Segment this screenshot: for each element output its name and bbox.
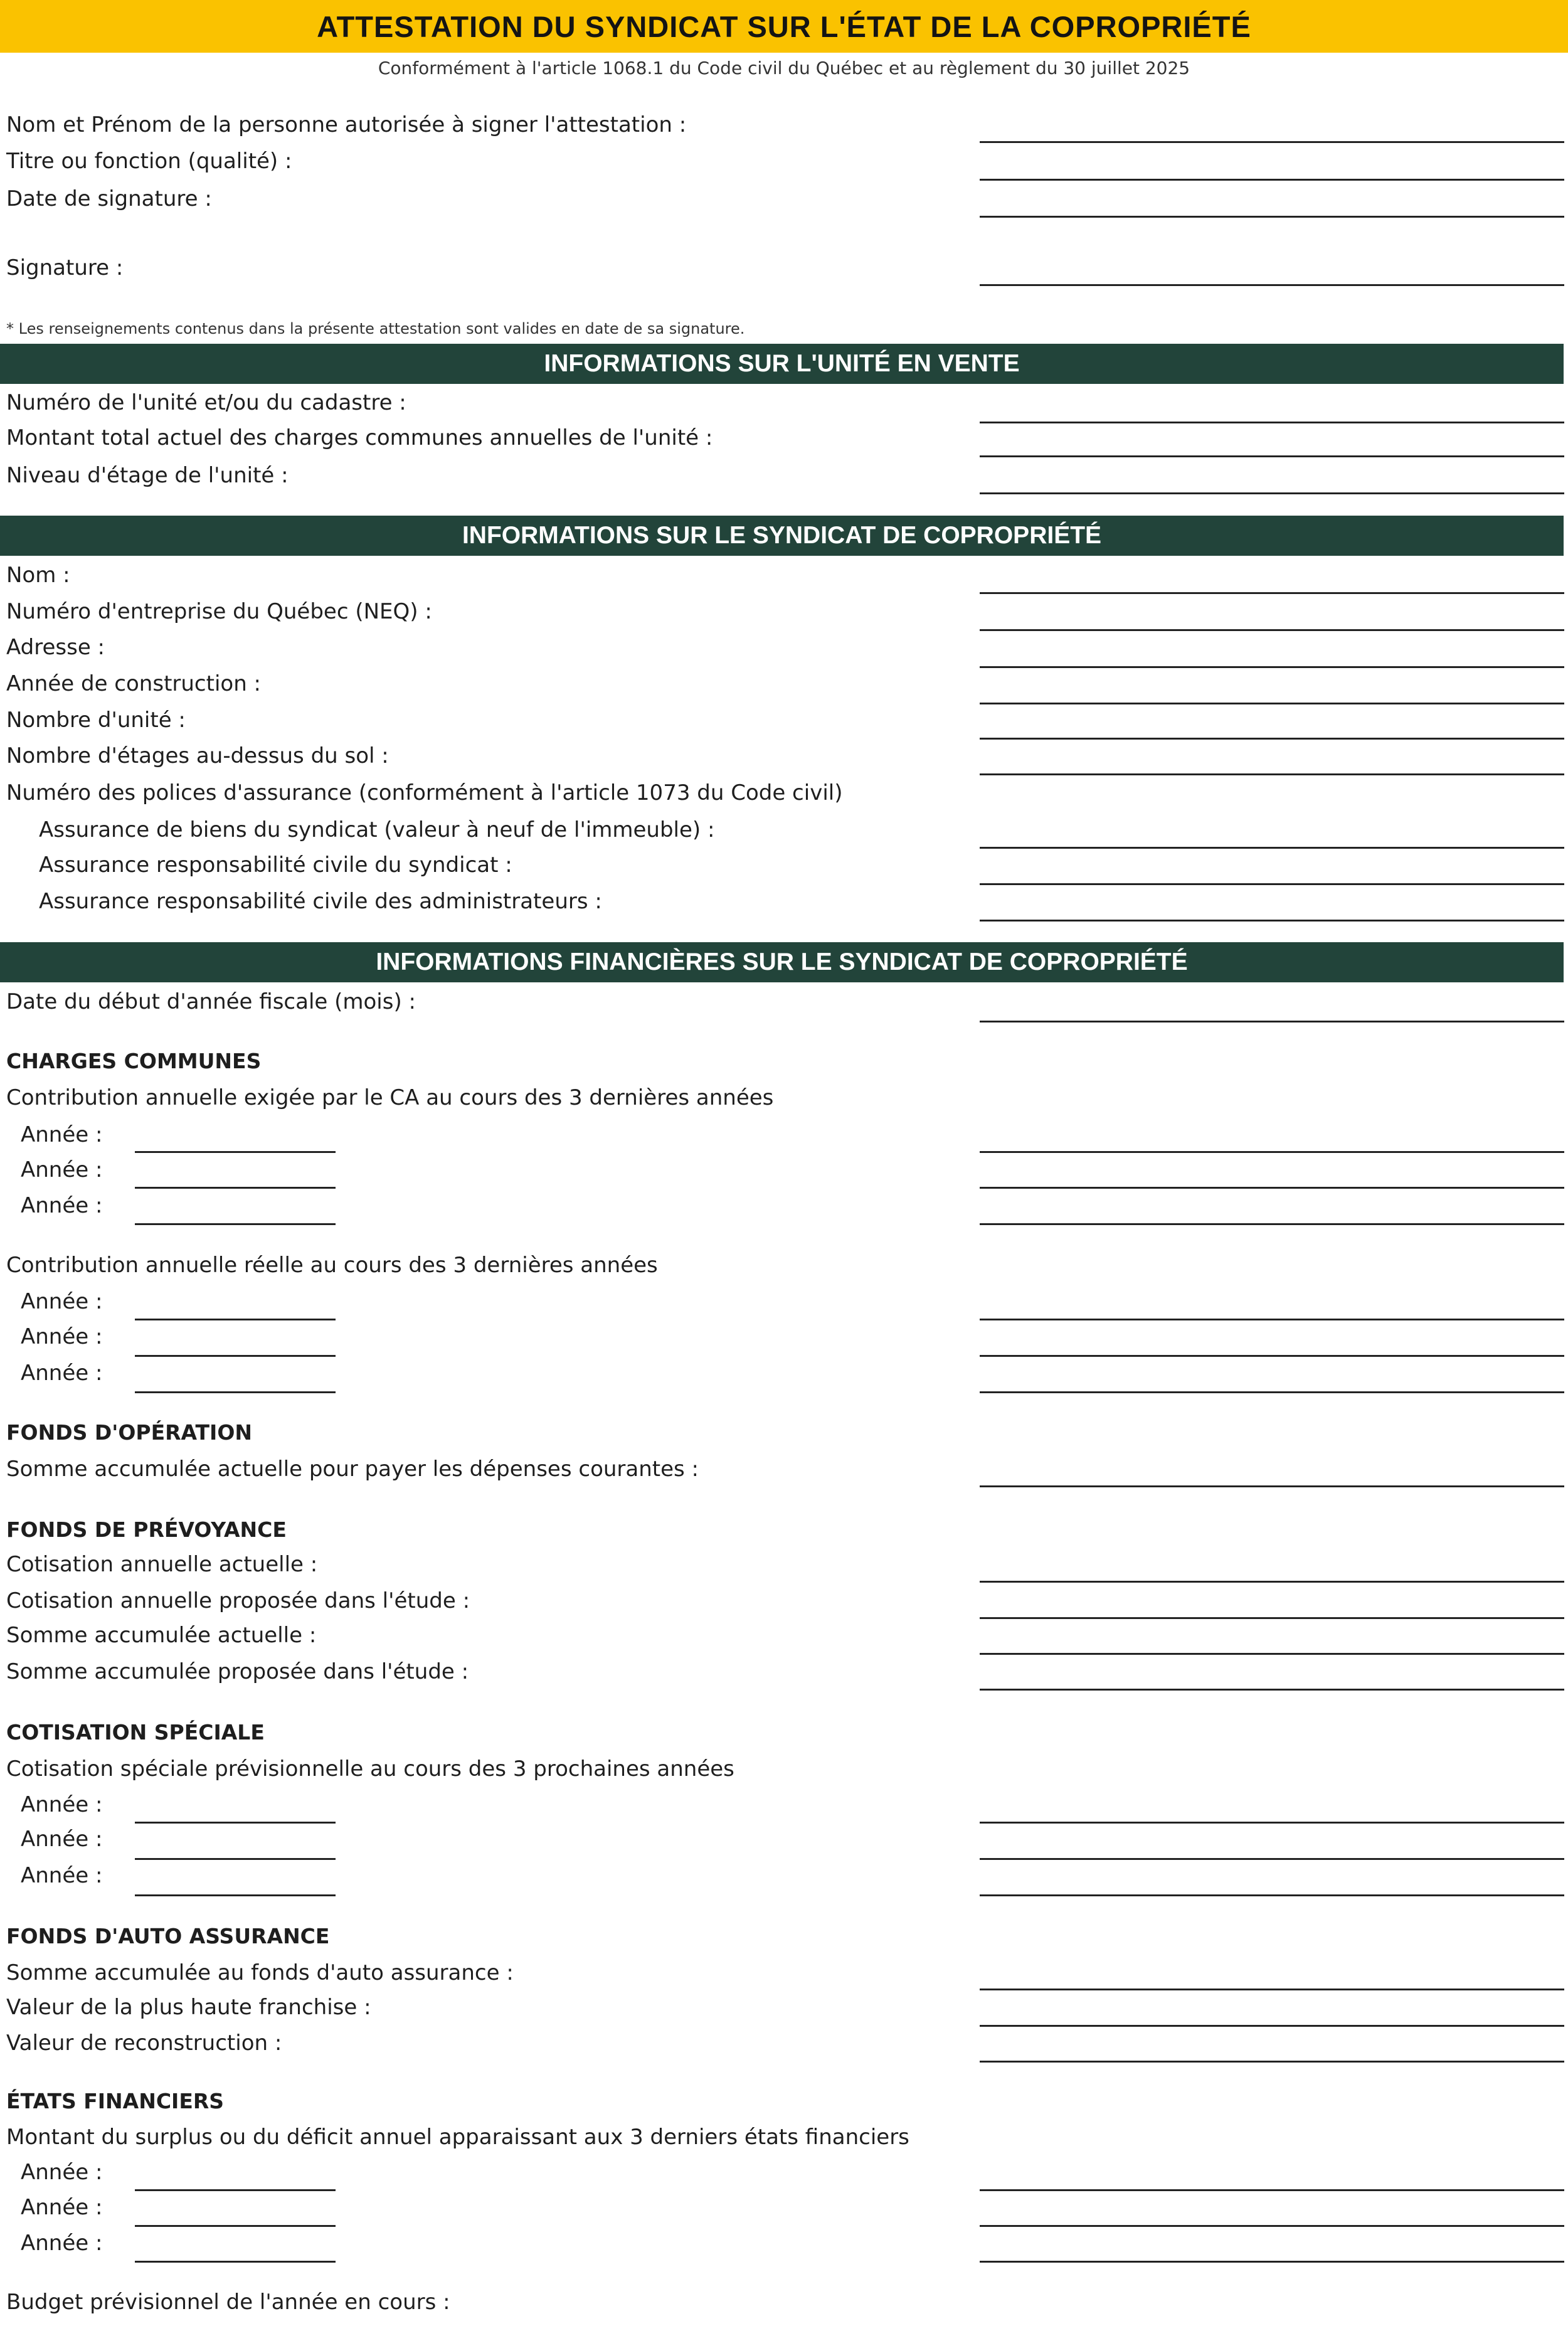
reserve-current-field[interactable] [980,1581,1564,1583]
unit-count-field[interactable] [980,738,1564,740]
document-title: ATTESTATION DU SYNDICAT SUR L'ÉTAT DE LA COPROPRIÉTÉ [317,9,1251,43]
amount-field[interactable] [980,1355,1564,1357]
amount-field[interactable] [980,1319,1564,1320]
unit-number-label: Numéro de l'unité et/ou du cadastre : [6,390,406,415]
amount-field[interactable] [980,1858,1564,1860]
reserve-proposed-field[interactable] [980,1617,1564,1619]
construction-year-field[interactable] [980,703,1564,704]
year-label: Année : [21,1193,103,1218]
financial-statements-heading: ÉTATS FINANCIERS [6,2089,225,2113]
highest-deductible-field[interactable] [980,2025,1564,2027]
signatory-title-label: Titre ou fonction (qualité) : [6,149,292,174]
financial-section-header [0,942,1564,982]
fiscal-start-field[interactable] [980,1021,1564,1022]
document-subtitle: Conformément à l'article 1068.1 du Code civil du Québec et au règlement du 30 juillet 2025 [378,57,1190,78]
amount-field[interactable] [980,2261,1564,2263]
year-label: Année : [21,1863,103,1888]
signature-date-label: Date de signature : [6,186,212,211]
operation-fund-heading: FONDS D'OPÉRATION [6,1420,252,1445]
year-label: Année : [21,1122,103,1147]
year-field[interactable] [135,1187,336,1189]
unit-floor-label: Niveau d'étage de l'unité : [6,463,289,488]
year-field[interactable] [135,2189,336,2191]
amount-field[interactable] [980,2189,1564,2191]
unit-charges-label: Montant total actuel des charges communes annuelles de l'unité : [6,425,713,450]
self-insurance-accumulated-label: Somme accumulée au fonds d'auto assurance : [6,1960,514,1985]
unit-section-title: INFORMATIONS SUR L'UNITÉ EN VENTE [544,350,1020,377]
year-field[interactable] [135,1151,336,1153]
signature-field[interactable] [980,284,1564,286]
syndicate-address-label: Adresse : [6,635,105,660]
reserve-proposed-label: Cotisation annuelle proposée dans l'étude : [6,1588,470,1613]
year-field[interactable] [135,2261,336,2263]
amount-field[interactable] [980,1894,1564,1896]
amount-field[interactable] [980,2225,1564,2227]
special-assessment-heading: COTISATION SPÉCIALE [6,1720,265,1744]
signatory-title-field[interactable] [980,179,1564,181]
year-field[interactable] [135,2225,336,2227]
current-budget-label: Budget prévisionnel de l'année en cours : [6,2290,450,2315]
operation-accumulated-label: Somme accumulée actuelle pour payer les dépenses courantes : [6,1457,699,1482]
amount-field[interactable] [980,1391,1564,1393]
civil-insurance-field[interactable] [980,883,1564,885]
floor-count-label: Nombre d'étages au-dessus du sol : [6,743,389,768]
actual-contribution-label: Contribution annuelle réelle au cours des 3 dernières années [6,1253,658,1278]
year-label: Année : [21,2160,103,2185]
unit-count-label: Nombre d'unité : [6,708,186,733]
year-label: Année : [21,2195,103,2220]
directors-insurance-label: Assurance responsabilité civile des administrateurs : [39,889,602,914]
civil-insurance-label: Assurance responsabilité civile du syndicat : [39,852,512,878]
reserve-accumulated-field[interactable] [980,1653,1564,1655]
highest-deductible-label: Valeur de la plus haute franchise : [6,1995,371,2020]
year-field[interactable] [135,1223,336,1225]
signatory-name-label: Nom et Prénom de la personne autorisée à signer l'attestation : [6,112,687,137]
reserve-current-label: Cotisation annuelle actuelle : [6,1552,318,1577]
syndicate-section-title: INFORMATIONS SUR LE SYNDICAT DE COPROPRIÉTÉ [462,522,1102,549]
reserve-fund-heading: FONDS DE PRÉVOYANCE [6,1517,287,1542]
signature-date-field[interactable] [980,216,1564,218]
year-field[interactable] [135,1822,336,1824]
unit-charges-field[interactable] [980,455,1564,457]
common-charges-heading: CHARGES COMMUNES [6,1049,262,1073]
year-label: Année : [21,1157,103,1182]
required-contribution-label: Contribution annuelle exigée par le CA au cours des 3 dernières années [6,1085,774,1110]
amount-field[interactable] [980,1151,1564,1153]
year-field[interactable] [135,1355,336,1357]
syndicate-name-field[interactable] [980,592,1564,594]
self-insurance-accumulated-field[interactable] [980,1989,1564,1990]
unit-number-field[interactable] [980,422,1564,423]
year-field[interactable] [135,1391,336,1393]
financial-section-title: INFORMATIONS FINANCIÈRES SUR LE SYNDICAT DE COPROPRIÉTÉ [376,948,1188,975]
amount-field[interactable] [980,1187,1564,1189]
syndicate-neq-label: Numéro d'entreprise du Québec (NEQ) : [6,599,432,624]
property-insurance-label: Assurance de biens du syndicat (valeur à neuf de l'immeuble) : [39,817,715,842]
property-insurance-field[interactable] [980,847,1564,849]
policies-label: Numéro des polices d'assurance (conformément à l'article 1073 du Code civil) [6,780,843,805]
surplus-deficit-label: Montant du surplus ou du déficit annuel apparaissant aux 3 derniers états financiers [6,2125,909,2150]
year-field[interactable] [135,1858,336,1860]
operation-accumulated-field[interactable] [980,1485,1564,1487]
document-title-bar [0,0,1568,53]
amount-field[interactable] [980,1223,1564,1225]
unit-section-header [0,344,1564,384]
fiscal-start-label: Date du début d'année fiscale (mois) : [6,989,416,1014]
syndicate-section-header [0,516,1564,556]
unit-floor-field[interactable] [980,492,1564,494]
special-forecast-label: Cotisation spéciale prévisionnelle au cours des 3 prochaines années [6,1756,734,1782]
amount-field[interactable] [980,1822,1564,1824]
reserve-accumulated-label: Somme accumulée actuelle : [6,1623,317,1648]
syndicate-neq-field[interactable] [980,629,1564,631]
year-field[interactable] [135,1319,336,1320]
syndicate-address-field[interactable] [980,666,1564,668]
syndicate-name-label: Nom : [6,563,70,588]
reserve-accumulated-proposed-label: Somme accumulée proposée dans l'étude : [6,1659,469,1684]
year-label: Année : [21,1827,103,1852]
year-label: Année : [21,1361,103,1386]
year-field[interactable] [135,1894,336,1896]
signatory-name-field[interactable] [980,141,1564,143]
year-label: Année : [21,1324,103,1349]
reserve-accumulated-proposed-field[interactable] [980,1689,1564,1691]
self-insurance-heading: FONDS D'AUTO ASSURANCE [6,1924,330,1948]
floor-count-field[interactable] [980,773,1564,775]
validity-note: * Les renseignements contenus dans la présente attestation sont valides en date de sa signature. [6,320,745,337]
reconstruction-value-field[interactable] [980,2061,1564,2063]
directors-insurance-field[interactable] [980,920,1564,921]
year-label: Année : [21,1289,103,1314]
year-label: Année : [21,2231,103,2256]
signature-label: Signature : [6,255,124,280]
year-label: Année : [21,1792,103,1817]
construction-year-label: Année de construction : [6,671,262,696]
reconstruction-value-label: Valeur de reconstruction : [6,2031,282,2056]
